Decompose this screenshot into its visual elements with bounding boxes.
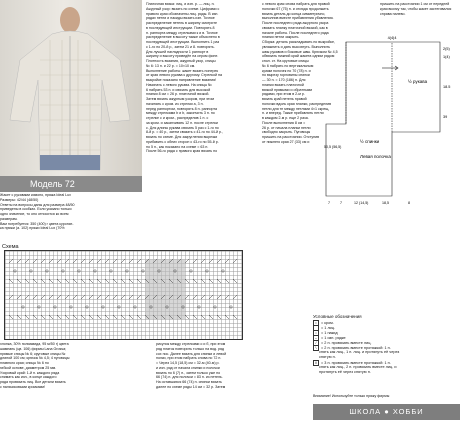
dim-bottom-4: 18,5 (382, 201, 389, 205)
text-line: от края левого рукава к другому. Стрелкой на (146, 73, 222, 78)
legend-text: = кром. (321, 321, 334, 325)
label-front: Левая полочка (360, 154, 391, 159)
legend-text: = 3 п. провязать вместе протяжкой: 1 п. (321, 361, 391, 365)
text-line: На оставшихся 66 (74) п. спинки вязать (156, 380, 222, 384)
intro-line: Жакет с рукавами кимоно, пряжа Ideal Lux (0, 193, 71, 197)
text-line: планки вязать платочной (262, 82, 304, 87)
text-line: пришить на расстоянии. Отступив (262, 135, 320, 139)
text-line: с левого края снова набрать для правой (262, 2, 330, 6)
knitting-chart-pattern (5, 251, 242, 339)
intro-line: одно значение, то оно относится ко всем (0, 212, 69, 216)
text-line: вязать по схеме. Для закругления вырезки (146, 135, 218, 139)
publisher-footer (313, 404, 460, 420)
text-line: № 6: 13 п. и 22 р. = 10×10 см. (146, 63, 196, 68)
text-line: выкройке показано направление вязания! (146, 78, 217, 82)
text-line: № 6 набрать по вертикальным (262, 63, 314, 68)
dim-right-4: 39 (443, 115, 448, 119)
label-back: ½ спинки (360, 139, 380, 144)
ssk-symbol: \ (313, 345, 319, 351)
legend-item (319, 355, 460, 359)
chart-yarnovers (14, 270, 232, 308)
yarn-note: Внимание! Используйте только пряжу фирмы (313, 394, 390, 398)
text-line: рядами, при этом в 2-м р. (262, 92, 305, 97)
dim-bottom-1: 7 (328, 201, 330, 205)
text-line: сох пос. Далее вязать для спинки и левой (156, 351, 227, 356)
text-line: по вырезу горловины спинки (262, 73, 310, 78)
chart-symbols (9, 259, 237, 319)
intro-line: Ответы на вопросы даны для размера 48/50 (0, 202, 75, 207)
text-line: петли для тп между петлями 4×1 скрещ. (262, 106, 330, 111)
text-line: ряд платок повторить только на вод. ряд (156, 346, 225, 351)
legend-text: = 2 п. провязать вместе лиц. (321, 341, 372, 345)
edge-stitch-symbol: • (313, 320, 319, 326)
text-line: далее по схеме ряды 14 см = 32 р. Затем (156, 384, 226, 389)
text-line: справа налево. (380, 11, 406, 16)
text-line: полочки вдоль края планки, распределив (262, 101, 331, 106)
text-line: прибавить с обеих сторон с 43-го по 55-й р. (146, 139, 219, 144)
text-line: стрелке с и кром., распределив 1 п. с (146, 116, 209, 120)
text-line: длиной 100 см; крючок № 4,5; 4 пуговицы (0, 356, 70, 361)
materials-text (0, 342, 152, 426)
dim-right-1: 2(5) (443, 47, 450, 51)
label-sleeve: ½ рукава (408, 79, 428, 84)
legend-item (319, 350, 460, 354)
chart-title: Схема (2, 244, 19, 250)
text-line: последующей инструкции. Выполнить 1 раз (146, 40, 220, 44)
legend-item (319, 370, 460, 374)
text-line: начале работы. После последнего ряда (262, 30, 329, 35)
text-line: Сборка: деталь раскладывать по выкройке, (262, 40, 335, 44)
text-line: распределение петель в ширину смотрите (146, 21, 218, 25)
legend-text: = 1 лиц. (321, 326, 336, 330)
text-line: рядах петли и накиды вязать изн. Точное (146, 16, 215, 21)
intro-line: Размеры: 42/44 (48/50) (0, 197, 39, 202)
text-line: по 5 п., как показано на схеме = 63 п. (146, 144, 209, 149)
text-line: полки, при этом набрать снова по 72 п. (156, 356, 222, 361)
text-line: шампань (цв. 106) фирмы Lana Grossa; (0, 346, 67, 351)
intro-line: приведены в скобках. Если указано только (0, 207, 72, 212)
text-line: гибкой основе, диаметром 25 мм. (0, 365, 57, 370)
text-line: Ажурный узор: вязать по схеме. Цифрами с (146, 6, 220, 11)
text-line: планки петли закрыть. (262, 35, 300, 40)
legend-title: Условные обозначения (313, 314, 362, 319)
text-line: 8-й р. = 40 р., затем связать с 41-го по 44-й р., (146, 130, 223, 135)
text-line: от нижнего края 27 (33) см и (262, 139, 310, 144)
dim-bottom-5: 8 (408, 201, 410, 205)
text-line: с. Для длины рукава связать 5 раз с 1-го по (146, 125, 219, 130)
text-line: — 30 п. = 170 (186) п. Для (262, 78, 306, 82)
continuation-text (156, 342, 306, 426)
dim-bottom-2: 7 (340, 201, 342, 205)
legend-text: = 2 п. провязать вместе протяжкой: 1 п. (321, 346, 391, 350)
text-line: Начинать с левого рукава. На спицы № (146, 82, 212, 87)
yarnover-symbol: ○ (314, 331, 318, 335)
sk2p-symbol: Λ (314, 361, 318, 365)
text-line: спол. ст. На круговые спицы (262, 59, 309, 63)
dim-left: 50,5 (56,5) (324, 145, 342, 149)
text-line: После последнего ряда ажурного узора (262, 21, 329, 25)
text-line: пришить на расстоянии 1 см от передней (380, 2, 450, 6)
dim-right-3: 18.5 (443, 85, 451, 89)
legend-item (319, 365, 460, 369)
text-line: в последующей инструкции. Повторять 8 (146, 25, 215, 30)
narrow-text-block (262, 64, 322, 102)
text-line: с пальчиковыми кромками! (0, 384, 46, 389)
garment-schematic (322, 28, 460, 228)
text-line: После выполнения 8 см = (262, 120, 306, 125)
rapport-highlight (145, 259, 185, 319)
text-line: перед раппортом, повторять 8 п. раппорта (146, 106, 217, 111)
text-line: = Через 14,5 (18,5) см = 32-м (40-м) р. (156, 361, 220, 365)
text-line: ряда провязать лиц. Все детали вязать (0, 380, 66, 384)
text-line: ширину и высоту приведён на сером фоне. (146, 54, 219, 59)
dim-top: 4(4)4 (387, 36, 397, 40)
text-line: распределение в высоту также объяснено в (146, 35, 220, 40)
text-line: прямые спицы № 6; круговые спицы № (0, 351, 66, 356)
text-line: рисунок между стрелками о и б, при этом (156, 342, 226, 346)
intro-line: Вам потребуется: 350 (400) г цвета куропат- (0, 221, 74, 226)
text-line: краям полочек по 70 (78) п. и (262, 68, 311, 73)
text-line: п. и вперед. Также прибавлять петли (262, 111, 324, 116)
text-line: вязать край петель правой (262, 97, 307, 101)
text-line: края вколку так, чтобы жакет застегивался (380, 6, 452, 11)
text-line: между стрелками b и b, закончить 3 п. по (146, 111, 215, 116)
text-line: 6 набрать 53 п. и связать для высокой (146, 87, 211, 92)
text-line: за кром. и заканчивать 12 п. после стрелки (146, 120, 218, 125)
instructions-column-2 (146, 2, 258, 242)
model-photo (0, 0, 142, 177)
text-line: свободно закрыть. Пуговицы (262, 130, 311, 135)
text-line: увлажнить и дать высохнуть. Выполнить (262, 44, 331, 49)
instructions-column-4 (380, 2, 460, 20)
text-line: Плотность вязания, ажурный узор, спицы (146, 59, 216, 63)
text-line: Для лучшей наглядности 1 раппорт в (146, 49, 209, 54)
text-line: Платочная вязка: лиц. и изн. р. — лиц. п. (146, 2, 215, 6)
text-line: 26 р. от начала планки петли (262, 125, 311, 130)
text-line: выполнив вместе прибавления убавления. (262, 16, 334, 21)
legend-text: = 1 изн. рядке (321, 336, 346, 340)
text-line: связать планку платочной вязкой, как в (262, 25, 328, 30)
schematic-outline (326, 42, 440, 196)
text-line: Узоровый край: 1-й п. каждого ряда (0, 370, 60, 375)
legend-text: снять как лиц., 1 п. лиц. и протянуть её через (319, 350, 400, 354)
text-line: вязкой прямыми и обратными (262, 87, 313, 92)
legend-text: снять как лиц., 2 п. провязать вместе лиц. и (319, 365, 397, 369)
publisher-logo-text: ШКОЛА ● ХОББИ (349, 407, 424, 416)
text-line: и изн. ряд от начала спинки и полочки (156, 365, 220, 370)
text-line: хлопка, 30% полиамида, 95 м/50 г) цвета (0, 342, 69, 346)
k2tog-symbol: / (313, 340, 319, 346)
text-line: в каждом 2-м р. еще 2 раза. (262, 116, 309, 120)
text-line: Затем вязать ажурным узором, при этом (146, 97, 214, 101)
dim-right-2: 1(4) (443, 55, 450, 59)
text-line: начинать с кром. из стрелки а, 3 п. (146, 101, 204, 106)
model-caption: Модель 72 (0, 176, 142, 192)
purl-symbol: – (313, 335, 319, 341)
intro-line: ка пряжи (а. 102) пряжи Ideal Lux (70% (0, 226, 65, 231)
text-line: обвязать нижний край жакета одним рядом (262, 54, 335, 59)
text-line: полочки 67 (75) п. и отсюда продолжить (262, 6, 329, 11)
text-line: с 1-го по 20-й р., затем 21 и 8. повторять. (146, 44, 215, 49)
text-line: После 56-го ряда с правого края вязать по (146, 149, 218, 154)
knitting-chart (4, 250, 243, 340)
legend-text: снятую п. (319, 355, 336, 359)
text-line: 66 (74) п. для полочки = 83 п. из петель. (156, 375, 223, 380)
text-line: Выполнение работы: жакет вязать поперек (146, 68, 219, 73)
text-line: вязать по 6 (7) п., затем только уже по (156, 370, 221, 375)
text-line: правого края обозначены лиц. ряды. В изн. (146, 11, 219, 16)
intro-text (0, 193, 142, 239)
text-line: плавного края; спицы № 6 по (0, 361, 49, 365)
dim-bottom-3: 12 (14,5) (354, 201, 369, 205)
text-line: снимать как изн., в конце каждого (0, 375, 57, 380)
intro-line: размерам. (0, 216, 18, 221)
legend-text: = 1 накид (321, 331, 338, 335)
text-line: швы рукавов и боковые швы. Крючком № 4,5 (262, 49, 338, 54)
legend-text: протянуть её через снятую п. (319, 370, 371, 374)
cardigan-photo-illustration (0, 0, 142, 177)
text-line: планки 8 см = 26 р. платочной вязкой. (146, 92, 210, 97)
text-line: вязать деталь до конца симметрично, (262, 11, 326, 16)
text-line: п. раппорта между стрелками к и в. Точное (146, 30, 218, 35)
